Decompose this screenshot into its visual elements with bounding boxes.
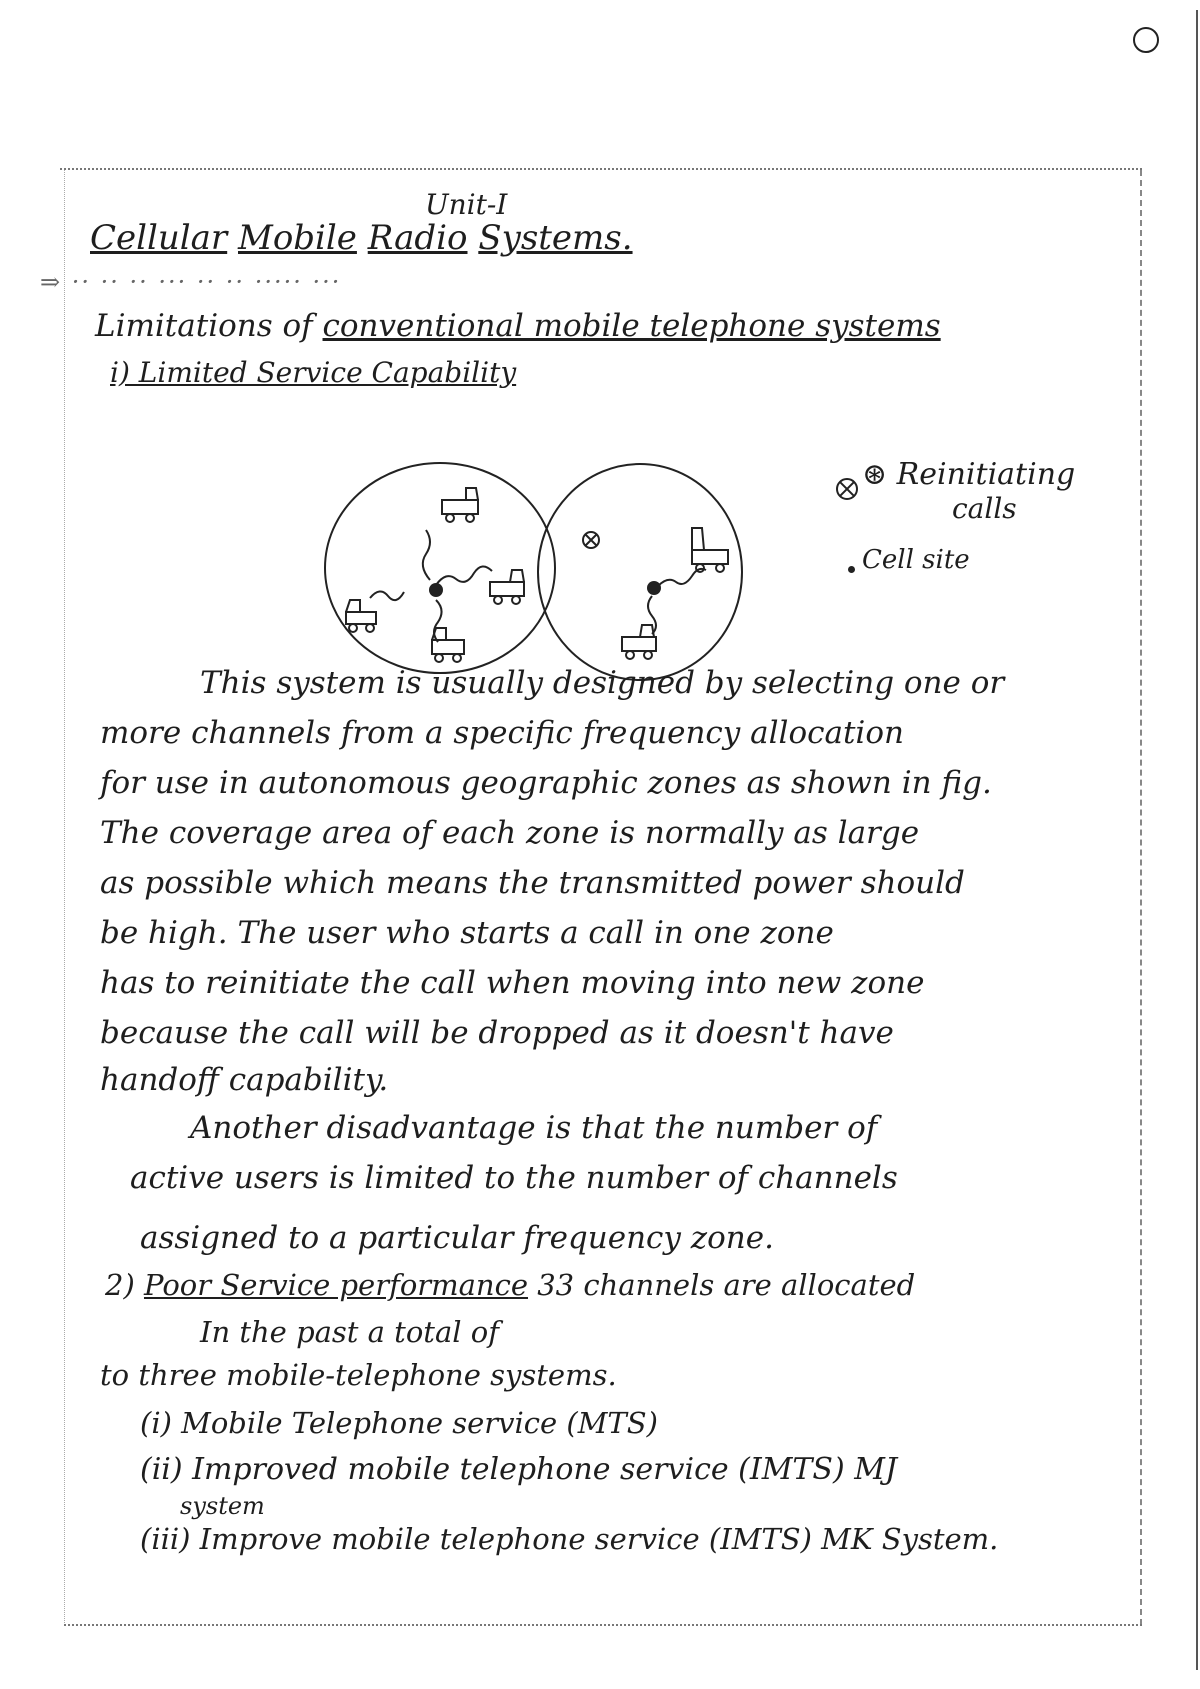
body-line: because the call will be dropped as it doesn't have [100, 1015, 894, 1051]
limitations-heading: Limitations of conventional mobile telephone systems [95, 308, 941, 344]
vehicle-icon [692, 528, 728, 572]
vehicle-icon [346, 600, 376, 632]
signal-wave [370, 591, 404, 600]
illegible-scribble: ⇒ ·· ·· ·· ··· ·· ·· ····· ··· [40, 268, 342, 296]
body-line: In the past a total of [200, 1315, 499, 1349]
item-1-heading: i) Limited Service Capability [110, 356, 517, 389]
reinitiating-legend-icon [836, 478, 858, 500]
body-line: has to reinitiate the call when moving into new zone [100, 965, 925, 1001]
body-line: be high. The user who starts a call in one zone [100, 915, 834, 951]
body-line: handoff capability. [100, 1062, 389, 1098]
body-line: The coverage area of each zone is normally as large [100, 815, 920, 851]
body-line: This system is usually designed by selecting one or [200, 665, 1005, 701]
title-word-cellular: Cellular [90, 218, 228, 258]
title-word-radio: Radio [367, 218, 468, 258]
vehicle-icon [490, 570, 524, 604]
list-item-imts-mk: (iii) Improve mobile telephone service (IMTS) MK System. [140, 1522, 999, 1556]
title-word-mobile: Mobile [238, 218, 357, 258]
vehicle-icon [442, 488, 478, 522]
body-line: to three mobile-telephone systems. [100, 1358, 617, 1392]
signal-wave [434, 600, 442, 642]
vehicle-icon [622, 625, 656, 659]
body-line: assigned to a particular frequency zone. [140, 1220, 774, 1256]
unit-heading: Unit-I [425, 188, 508, 221]
zone-circle-right [538, 464, 742, 680]
title-word-systems: Systems. [478, 218, 633, 258]
legend-reinitiating-calls: calls [952, 492, 1017, 525]
legend-cell-site: Cell site [862, 545, 970, 575]
bottom-margin-line [64, 1624, 1142, 1626]
system-annotation: system [180, 1492, 265, 1520]
body-line: active users is limited to the number of channels [130, 1160, 898, 1196]
body-line: for use in autonomous geographic zones as shown in fig. [100, 765, 992, 801]
cell-zones-diagram [0, 0, 1200, 700]
legend-reinitiating: ⊛ Reinitiating [862, 457, 1076, 492]
body-line: as possible which means the transmitted power should [100, 865, 965, 901]
signal-wave [423, 530, 430, 580]
vehicle-icon [432, 628, 464, 662]
cell-site-dot-left [429, 583, 443, 597]
list-item-mts: (i) Mobile Telephone service (MTS) [140, 1406, 658, 1440]
body-line: more channels from a specific frequency allocation [100, 715, 904, 751]
cell-site-dot-right [647, 581, 661, 595]
zone-circle-left [325, 463, 555, 673]
body-line: Another disadvantage is that the number of [190, 1110, 878, 1146]
signal-wave [436, 566, 492, 585]
item-2-heading: 2) Poor Service performance 33 channels are allocated [105, 1268, 916, 1302]
cell-site-legend-dot-icon [848, 566, 855, 573]
reinitiating-call-icon [583, 532, 599, 548]
list-item-imts-mj: (ii) Improved mobile telephone service (IMTS) MJ [140, 1452, 897, 1487]
